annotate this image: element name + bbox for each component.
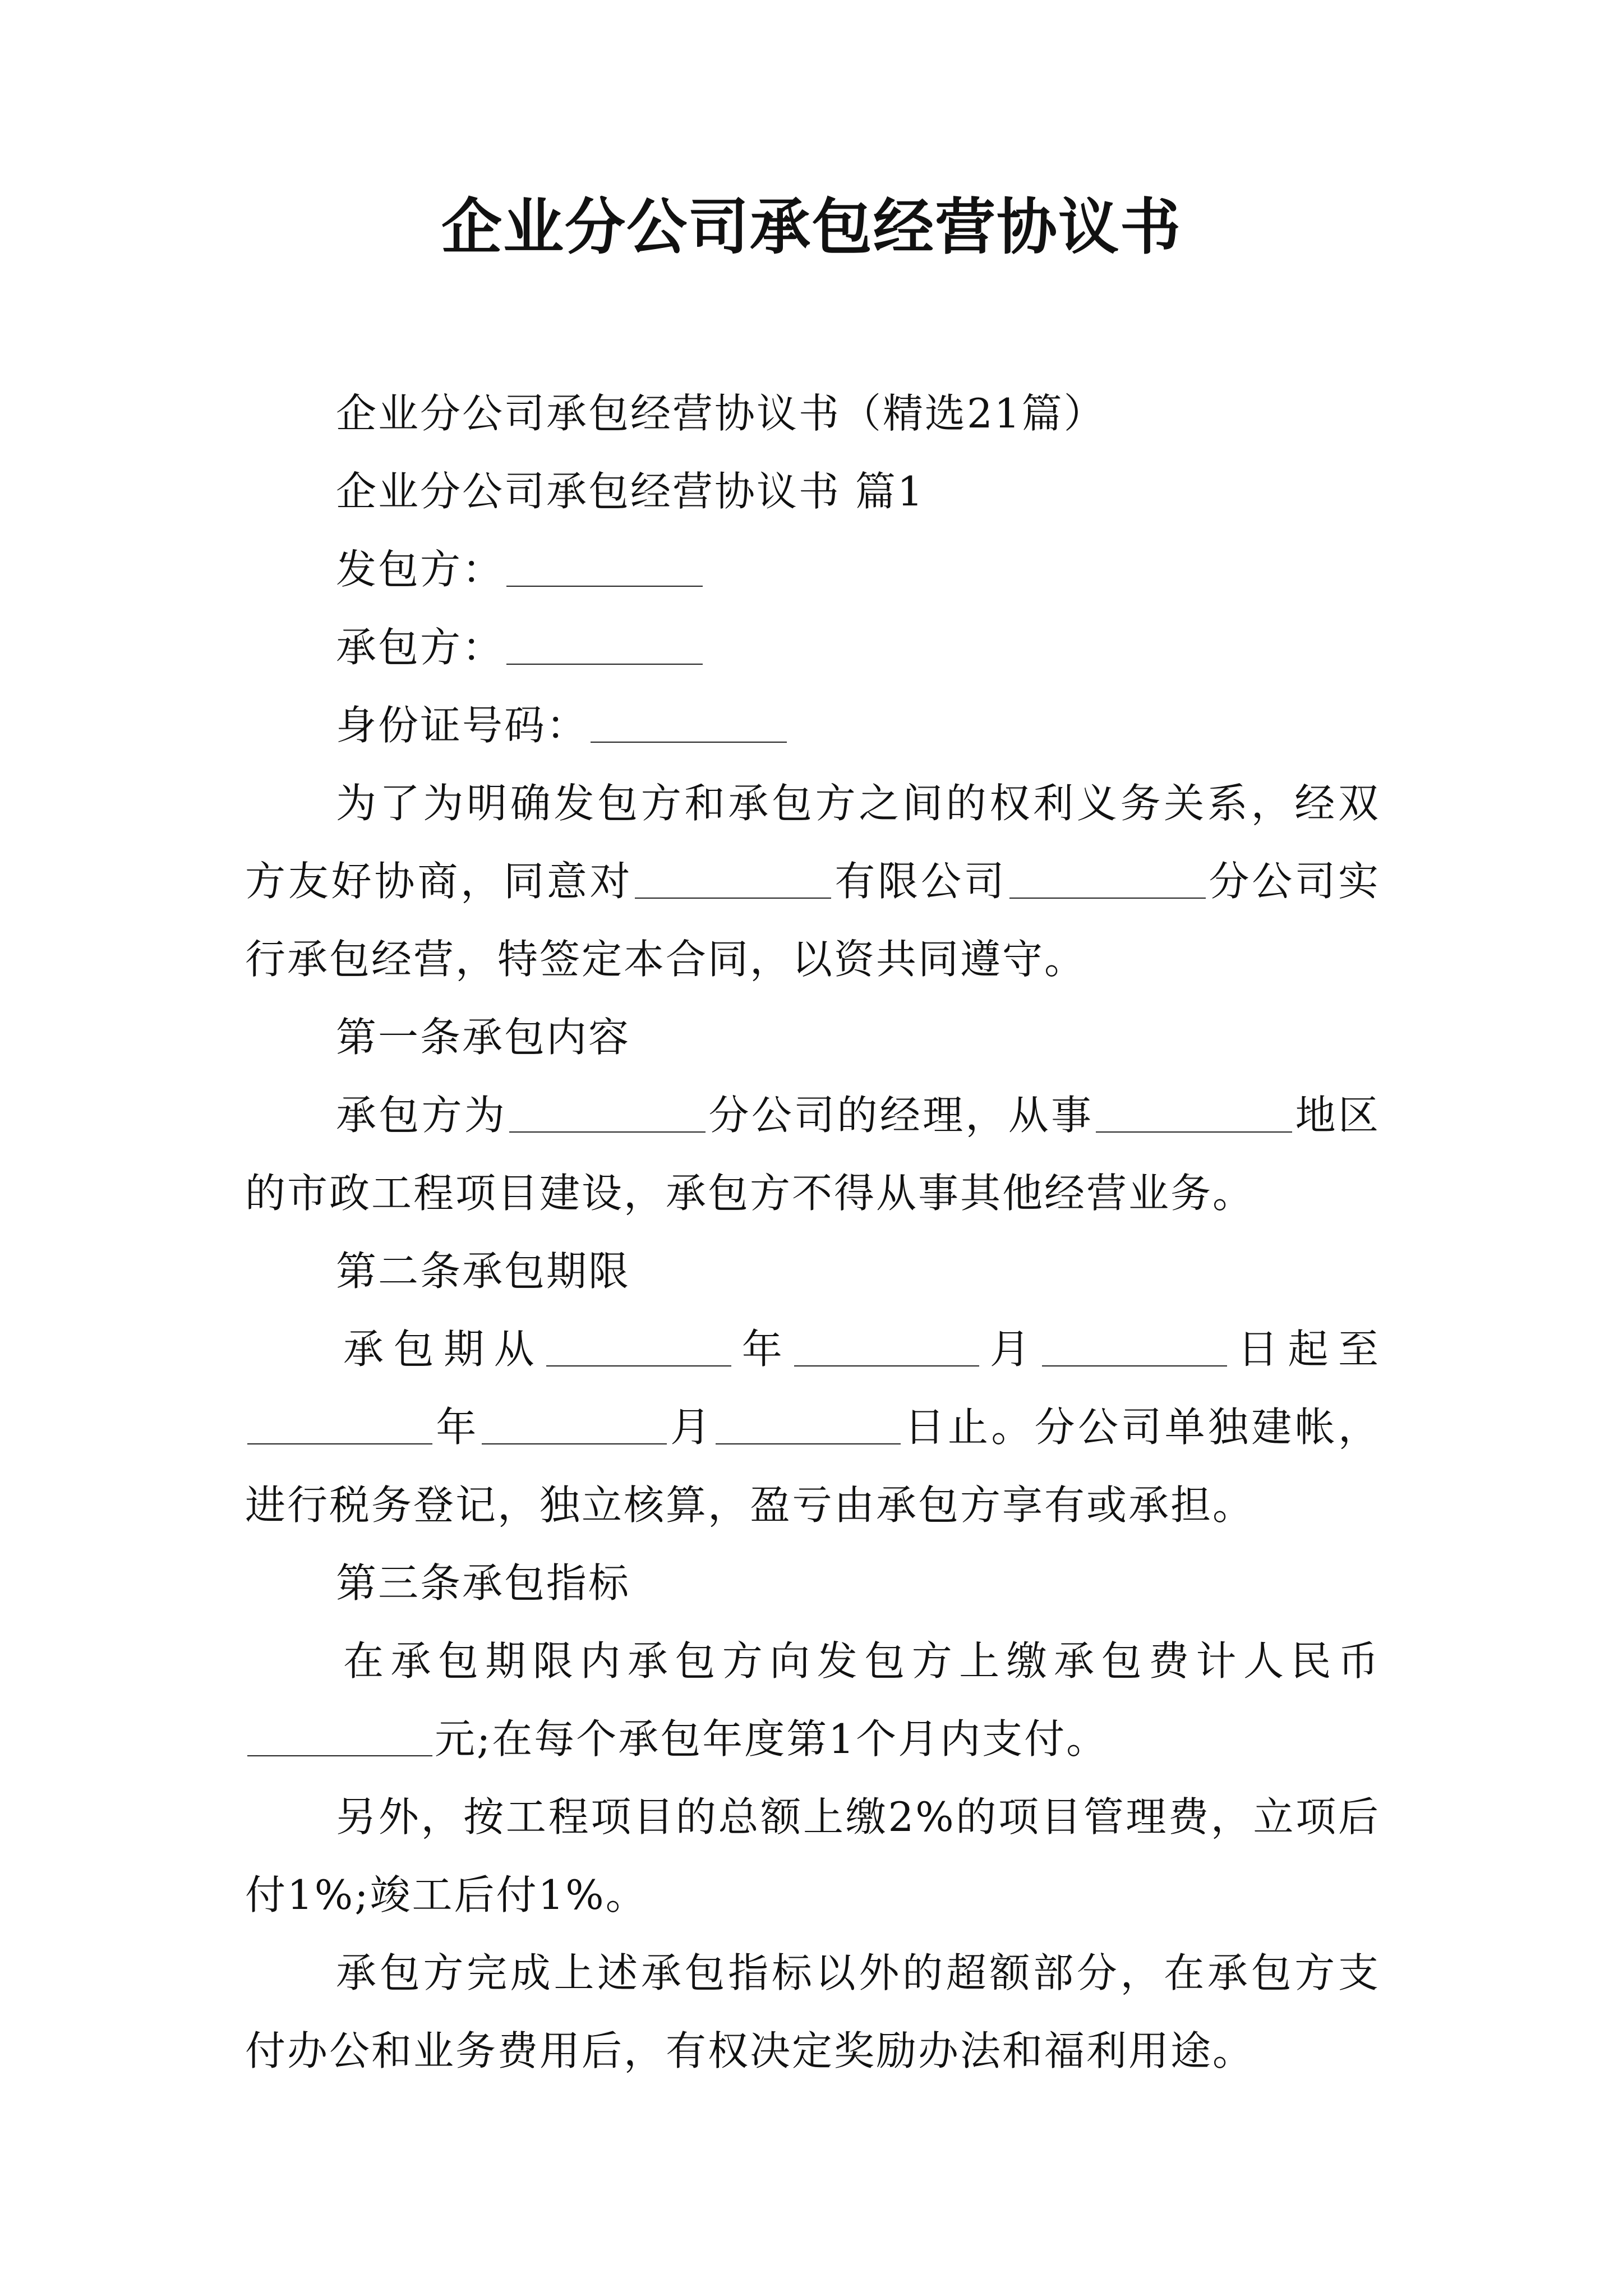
- article-1-text-a: 承包方为: [336, 1092, 508, 1139]
- article-3-line-1: 在承包期限内承包方向发包方上缴承包费计人民币: [343, 1637, 1380, 1685]
- article-2-text-a: 承包期从: [343, 1326, 545, 1373]
- preamble-line-2: [245, 843, 1380, 921]
- article-2-text-d: 日起至: [1229, 1326, 1380, 1373]
- branch-name-blank: [1009, 857, 1206, 899]
- document-title: 企业分公司承包经营协议书: [441, 192, 1182, 263]
- contractor-label: 承包方：: [336, 624, 505, 671]
- article-3-line-2: [245, 1700, 1380, 1778]
- article-2-line-1: [245, 1310, 1380, 1388]
- end-year-blank: [247, 1403, 432, 1444]
- article-2-year-a: 年: [734, 1326, 792, 1373]
- id-number-blank: [591, 701, 787, 743]
- region-blank: [1096, 1091, 1292, 1133]
- start-month-blank: [794, 1325, 979, 1366]
- end-day-blank: [716, 1403, 901, 1444]
- article-3-text-b: 元;在每个承包年度第1个月内支付。: [435, 1715, 1109, 1763]
- article-3-para-2-line-2: 付1%;竣工后付1%。: [245, 1871, 648, 1918]
- article-1-line-1: [245, 1076, 1380, 1154]
- preamble-text-b: 有限公司: [833, 858, 1007, 905]
- document-body: [245, 375, 1380, 2090]
- article-1-text-c: 地区: [1294, 1092, 1380, 1139]
- id-number-label: 身份证号码：: [336, 702, 589, 749]
- article-3-para-3-line-1: 承包方完成上述承包指标以外的超额部分，在承包方支: [336, 1949, 1380, 1996]
- article-2-month-a: 月: [981, 1326, 1040, 1373]
- start-year-blank: [546, 1325, 731, 1366]
- article-3-para-2-line-1: 另外，按工程项目的总额上缴2%的项目管理费，立项后: [336, 1793, 1380, 1841]
- preamble-text-a: 方友好协商，同意对: [245, 858, 633, 905]
- start-day-blank: [1042, 1325, 1227, 1366]
- company-name-blank: [635, 857, 831, 899]
- part-subtitle: 企业分公司承包经营协议书 篇1: [336, 468, 925, 515]
- id-number-field: [245, 687, 1380, 765]
- article-2-year-b: 年: [435, 1404, 479, 1451]
- contractor-blank: [506, 623, 703, 665]
- article-2-heading: 第二条承包期限: [336, 1248, 631, 1295]
- collection-subtitle: 企业分公司承包经营协议书（精选21篇）: [336, 390, 1106, 437]
- article-1-line-2: 的市政工程项目建设，承包方不得从事其他经营业务。: [245, 1170, 1255, 1217]
- preamble-text-c: 分公司实: [1207, 858, 1380, 905]
- article-2-line-3: 进行税务登记，独立核算，盈亏由承包方享有或承担。: [245, 1481, 1255, 1529]
- article-3-para-3-line-2: 付办公和业务费用后，有权决定奖励办法和福利用途。: [245, 2027, 1255, 2074]
- article-2-line-2: [245, 1388, 1380, 1466]
- article-1-heading: 第一条承包内容: [336, 1014, 631, 1061]
- article-2-text-c: 日止。分公司单独建帐，: [903, 1404, 1380, 1451]
- article-1-text-b: 分公司的经理，从事: [708, 1092, 1094, 1139]
- employer-label: 发包方：: [336, 546, 505, 593]
- article-3-heading: 第三条承包指标: [336, 1559, 631, 1607]
- preamble-line-1: 为了为明确发包方和承包方之间的权利义务关系，经双: [336, 780, 1380, 827]
- end-month-blank: [482, 1403, 667, 1444]
- preamble-line-3: 行承包经营，特签定本合同，以资共同遵守。: [245, 936, 1087, 983]
- employer-field: [245, 531, 1380, 609]
- article-2-month-b: 月: [668, 1404, 714, 1451]
- contractor-field: [245, 609, 1380, 687]
- employer-blank: [506, 545, 703, 587]
- fee-amount-blank: [247, 1715, 432, 1756]
- branch-blank: [509, 1091, 706, 1133]
